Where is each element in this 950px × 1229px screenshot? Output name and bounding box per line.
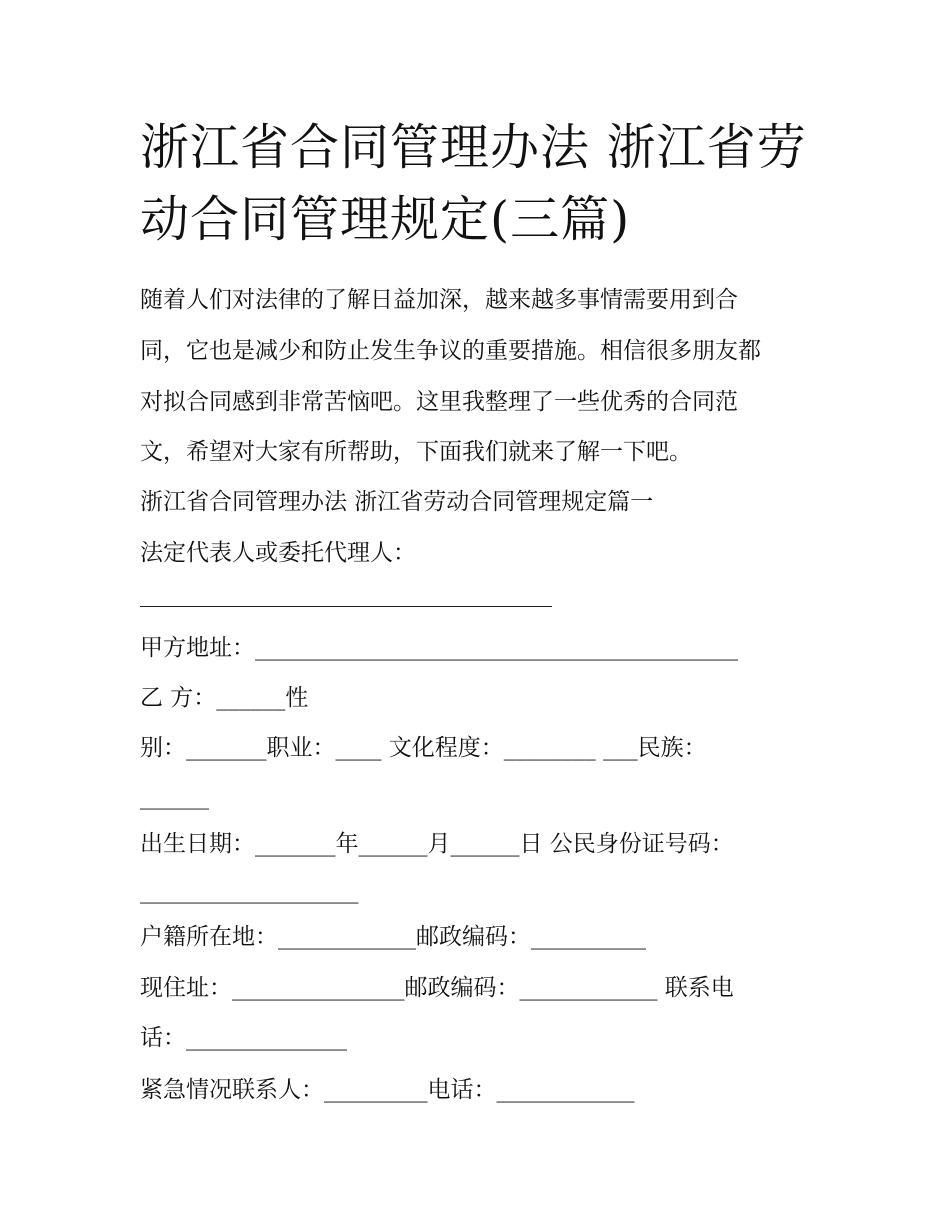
household-registration-line: 户籍所在地：____________邮政编码：__________ [140, 924, 646, 950]
current-address-line: 现住址：_______________邮政编码：____________ 联系电 [140, 975, 734, 1001]
gender-occupation-line: 别：_______职业：____ 文化程度：________ ___民族： [140, 735, 707, 761]
party-a-address-line: 甲方地址：__________________________________________ [140, 635, 738, 661]
document-title: 浙江省合同管理办法 浙江省劳动合同管理规定(三篇) [140, 119, 807, 248]
intro-line-1: 随着人们对法律的了解日益加深，越来越多事情需要用到合 [140, 287, 738, 313]
intro-line-3: 对拟合同感到非常苦恼吧。这里我整理了一些优秀的合同范 [140, 389, 738, 415]
contact-phone-line: 话：______________ [140, 1025, 347, 1051]
party-b-line: 乙 方：______性 [140, 685, 309, 711]
legal-rep-underline [140, 606, 552, 607]
id-number-blank: ___________________ [140, 878, 359, 904]
emergency-contact-line: 紧急情况联系人：_________电话：____________ [140, 1077, 635, 1103]
intro-line-4: 文，希望对大家有所帮助，下面我们就来了解一下吧。 [140, 439, 692, 465]
section-heading: 浙江省合同管理办法 浙江省劳动合同管理规定篇一 [140, 489, 654, 515]
legal-rep-label: 法定代表人或委托代理人： [140, 540, 416, 566]
birth-date-line: 出生日期：_______年______月______日 公民身份证号码： [140, 831, 734, 857]
intro-line-2: 同，它也是减少和防止发生争议的重要措施。相信很多朋友都 [140, 338, 761, 364]
ethnicity-blank: ______ [140, 784, 209, 810]
legal-rep-blank: ________________________________ [140, 588, 508, 614]
